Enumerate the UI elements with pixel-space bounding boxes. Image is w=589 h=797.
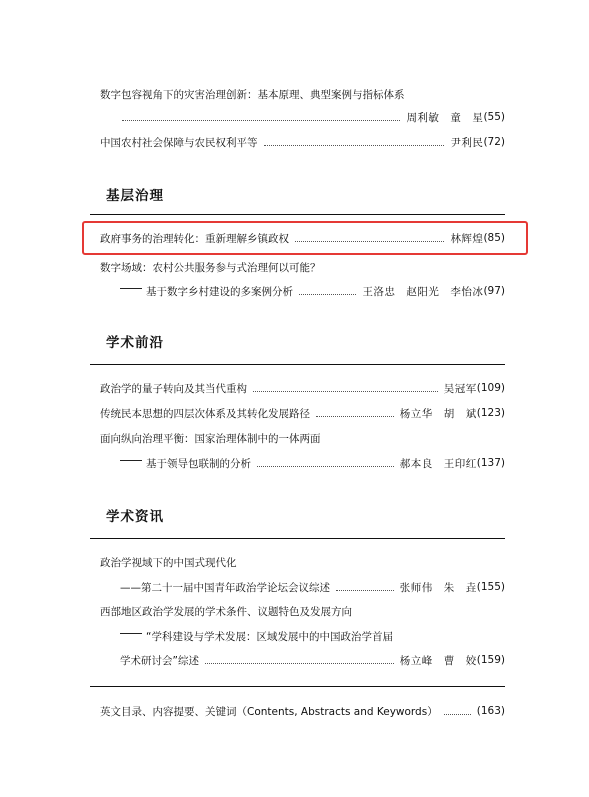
toc-entry-township-power[interactable]	[100, 227, 505, 249]
entry-page: (137)	[476, 457, 505, 469]
entry-author: 林辉煌	[450, 232, 484, 245]
entry-subtitle: 基于数字乡村建设的多案例分析	[146, 285, 293, 298]
leader-dots	[122, 120, 400, 121]
toc-entry-chinese-modernization[interactable]	[100, 551, 505, 573]
entry-title: 中国农村社会保障与农民权利平等	[100, 136, 258, 149]
dash-mark	[120, 288, 142, 289]
toc-entry-western-politics[interactable]	[100, 600, 505, 622]
toc-entry-western-politics-subtitle-line2[interactable]	[120, 649, 505, 671]
toc-entry-disaster-governance[interactable]	[100, 83, 505, 105]
entry-author: 吴冠军	[443, 382, 477, 395]
section-rule	[90, 686, 505, 687]
toc-entry-chinese-modernization-subtitle[interactable]	[120, 576, 505, 598]
entry-page: (123)	[476, 407, 505, 419]
entry-subtitle: ——第二十一届中国青年政治学论坛会议综述	[120, 581, 330, 594]
section-heading-frontier: 学术前沿	[106, 335, 164, 351]
entry-title: 面向纵向治理平衡：国家治理体制中的一体两面	[100, 432, 321, 445]
section-rule	[90, 214, 505, 215]
entry-page: (109)	[476, 382, 505, 394]
toc-entry-digital-field-subtitle[interactable]	[120, 280, 505, 302]
entry-author: 杨立华 胡 斌	[399, 407, 477, 420]
entry-title: 英文目录、内容提要、关键词（Contents, Abstracts and Keywords）	[100, 705, 438, 718]
dash-mark	[120, 460, 142, 461]
leader-dots	[444, 714, 471, 715]
entry-author: 尹利民	[450, 136, 484, 149]
dash-mark	[120, 633, 142, 634]
entry-page: (55)	[483, 111, 505, 123]
entry-title: 西部地区政治学发展的学术条件、议题特色及发展方向	[100, 605, 352, 618]
entry-subtitle: 学术研讨会”综述	[120, 654, 199, 667]
entry-title: 政治学的量子转向及其当代重构	[100, 382, 247, 395]
entry-page: (72)	[483, 136, 505, 148]
toc-entry-vertical-governance[interactable]	[100, 427, 505, 449]
entry-title: 政府事务的治理转化：重新理解乡镇政权	[100, 232, 289, 245]
leader-dots	[205, 663, 394, 664]
section-heading-grassroots: 基层治理	[106, 188, 164, 204]
entry-author: 郝本良 王印红	[399, 457, 477, 470]
entry-title: 政治学视域下的中国式现代化	[100, 556, 237, 569]
entry-subtitle: “学科建设与学术发展：区域发展中的中国政治学首届	[146, 630, 393, 643]
section-rule	[90, 364, 505, 365]
leader-dots	[257, 466, 394, 467]
entry-author: 王洛忠 赵阳光 李怡冰	[362, 285, 484, 298]
entry-page: (97)	[483, 285, 505, 297]
leader-dots	[316, 416, 394, 417]
toc-entry-quantum-turn[interactable]	[100, 377, 505, 399]
leader-dots	[299, 294, 356, 295]
entry-page: (155)	[476, 581, 505, 593]
leader-dots	[295, 241, 444, 242]
toc-entry-disaster-governance-line2[interactable]	[116, 106, 505, 128]
entry-page: (159)	[476, 654, 505, 666]
toc-entry-rural-security[interactable]	[100, 131, 505, 153]
entry-title: 传统民本思想的四层次体系及其转化发展路径	[100, 407, 310, 420]
entry-author: 杨立峰 曹 姣	[399, 654, 477, 667]
entry-title: 数字包容视角下的灾害治理创新：基本原理、典型案例与指标体系	[100, 88, 405, 101]
toc-entry-vertical-governance-subtitle[interactable]	[120, 452, 505, 474]
toc-entry-western-politics-subtitle[interactable]	[120, 625, 505, 647]
entry-author: 周利敏 童 星	[406, 111, 484, 124]
toc-entry-digital-field[interactable]	[100, 256, 505, 278]
entry-page: (85)	[483, 232, 505, 244]
entry-subtitle: 基于领导包联制的分析	[146, 457, 251, 470]
section-rule	[90, 538, 505, 539]
entry-page: (163)	[476, 705, 505, 717]
entry-title: 数字场域：农村公共服务参与式治理何以可能？	[100, 261, 321, 274]
toc-entry-minben-thought[interactable]	[100, 402, 505, 424]
section-heading-news: 学术资讯	[106, 509, 164, 525]
leader-dots	[336, 590, 394, 591]
entry-author: 张师伟 朱 垚	[399, 581, 477, 594]
leader-dots	[253, 391, 438, 392]
leader-dots	[264, 145, 445, 146]
toc-entry-english-contents[interactable]	[100, 700, 505, 722]
